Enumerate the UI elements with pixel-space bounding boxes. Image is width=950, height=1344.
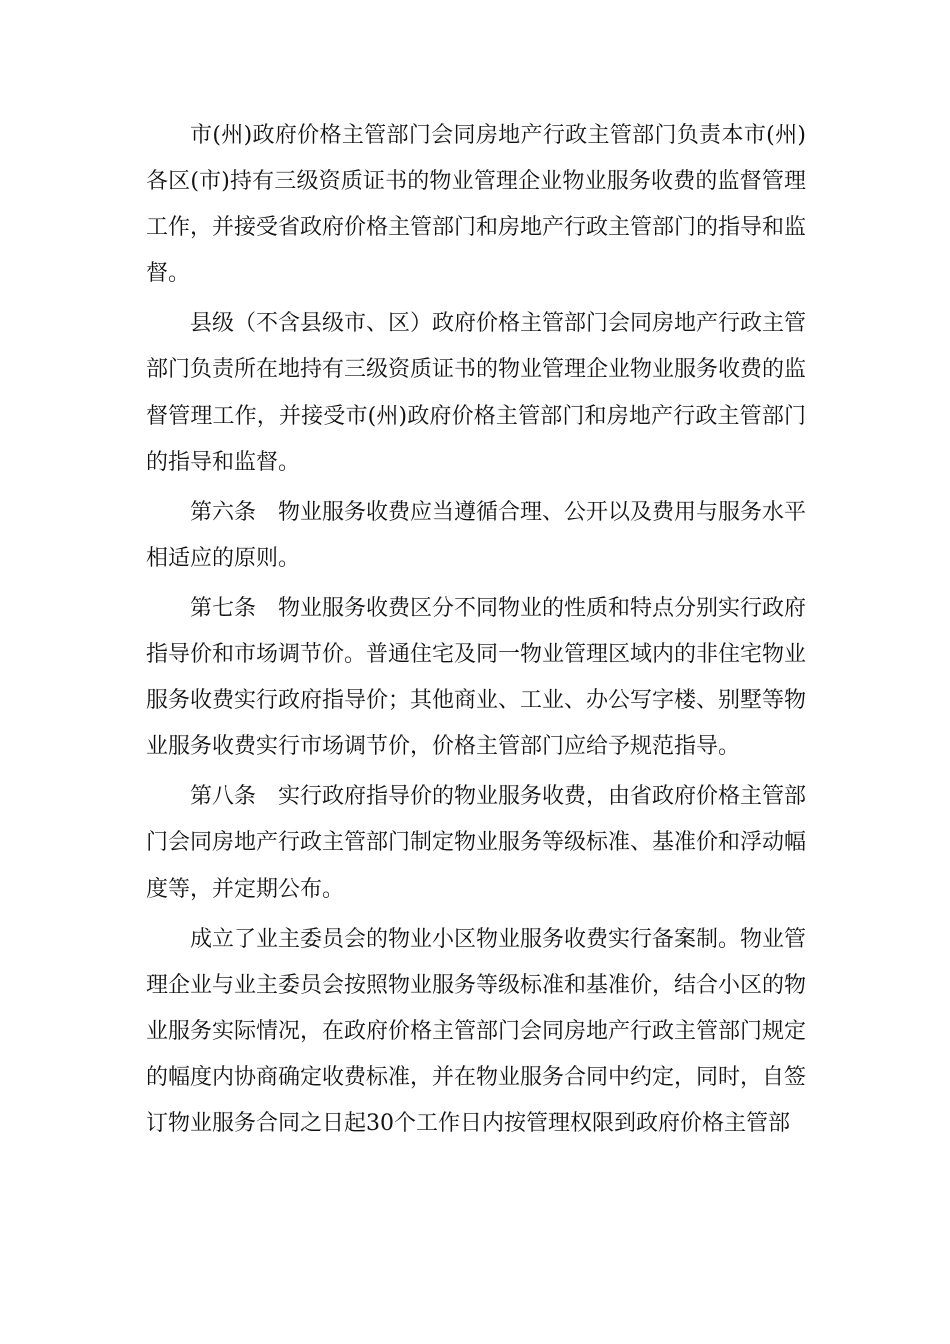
paragraph-filing-system: 成立了业主委员会的物业小区物业服务收费实行备案制。物业管理企业与业主委员会按照物业服务等级标准和基准价，结合小区的物业服务实际情况，在政府价格主管部门会同房地产行政主管部门规定的幅度内协商确定收费标准，并在物业服务合同中约定，同时，自签订物业服务合同之日起30个工作日内按管理权限到政府价格主管部 <box>146 926 807 1136</box>
paragraph-2: 县级（不含县级市、区）政府价格主管部门会同房地产行政主管部门负责所在地持有三级资质证书的物业管理企业物业服务收费的监督管理工作，并接受市(州)政府价格主管部门和房地产行政主管部门的指导和监督。 <box>146 311 807 475</box>
document-body <box>146 113 806 1151</box>
paragraph-article-7: 第七条 物业服务收费区分不同物业的性质和特点分别实行政府指导价和市场调节价。普通住宅及同一物业管理区域内的非住宅物业服务收费实行政府指导价；其他商业、工业、办公写字楼、别墅等物业服务收费实行市场调节价，价格主管部门应给予规范指导。 <box>146 595 807 760</box>
paragraph-1: 市(州)政府价格主管部门会同房地产行政主管部门负责本市(州)各区(市)持有三级资质证书的物业管理企业物业服务收费的监督管理工作，并接受省政府价格主管部门和房地产行政主管部门的指导和监督。 <box>146 123 807 287</box>
paragraph-article-6: 第六条 物业服务收费应当遵循合理、公开以及费用与服务水平相适应的原则。 <box>146 499 807 571</box>
paragraph-article-8: 第八条 实行政府指导价的物业服务收费，由省政府价格主管部门会同房地产行政主管部门制定物业服务等级标准、基准价和浮动幅度等，并定期公布。 <box>146 784 807 902</box>
